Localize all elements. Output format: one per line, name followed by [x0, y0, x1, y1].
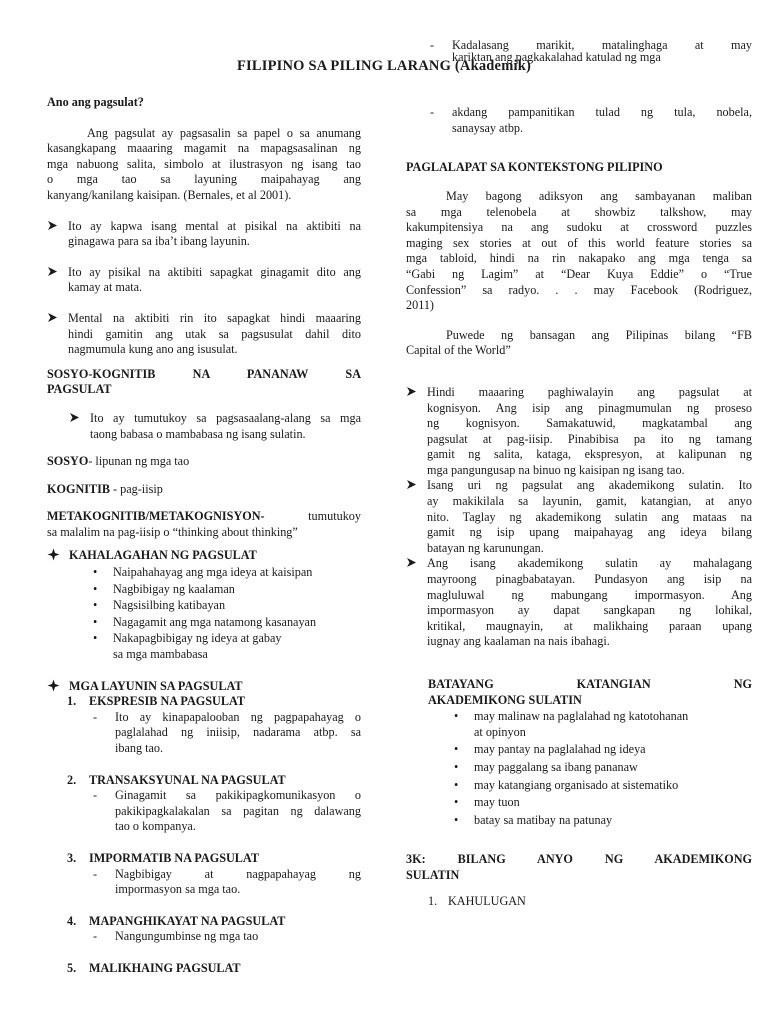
item-number: 1.: [67, 694, 77, 709]
text-line: sa mga telenobela at showbiz talkshow, may: [406, 204, 752, 219]
arrow-bullet-icon: [47, 311, 61, 327]
text-line: Nagagamit ang mga natamong kasanayan: [113, 614, 317, 629]
text-line: nito. Taglay ng akademikong sulatin ang mataas na: [427, 509, 752, 524]
bullet-dot-icon: •: [454, 795, 459, 810]
text-line: tao o kompanya.: [115, 819, 196, 834]
text-line: Kadalasang marikit, matalinghaga at may: [452, 38, 752, 52]
text-line: batayan ng karunungan.: [427, 540, 544, 555]
text-line: May bagong adiksyon ang sambayanan maliban: [446, 188, 752, 203]
term-label: METAKOGNITIB/METAKOGNISYON-: [47, 509, 265, 524]
text-line: nagmumula kung ano ang isusulat.: [68, 342, 238, 357]
term-kognitib: [47, 482, 361, 498]
item-number: 4.: [67, 913, 77, 928]
text-line: kanyang/kanilang kaisipan. (Bernales, et al 2001).: [47, 187, 292, 202]
bullet-dot-icon: •: [454, 709, 459, 724]
term-definition: tumutukoy: [308, 509, 361, 524]
title-text: MALIKHAING PAGSULAT: [89, 960, 241, 975]
text-line: ibang tao.: [115, 741, 164, 755]
title-text: IMPORMATIB NA PAGSULAT: [89, 850, 259, 865]
text-line: BATAYANG KATANGIAN NG: [428, 677, 752, 691]
text-line: Nangungumbinse ng mga tao: [115, 929, 259, 944]
text-line: mayroong pinagbabatayan. Pundasyon ang isip na: [427, 572, 752, 587]
term-sosyo: [47, 454, 361, 470]
item-number: 3.: [67, 850, 77, 865]
text-line: paglalahad ng iniisip, nadarama atbp. sa: [115, 725, 361, 740]
term-metakognitib: [47, 509, 361, 540]
arrow-bullet-icon: [406, 556, 420, 572]
list-item: [450, 795, 752, 811]
right-column: [406, 38, 752, 909]
heading-ano-ang-pagsulat: Ano ang pagsulat?: [47, 95, 144, 109]
layunin-title: [67, 694, 361, 710]
title-text: TRANSAKSYUNAL NA PAGSULAT: [89, 772, 286, 787]
text-line: kakumpitensiya na ang sudoku at crossword puzzles: [406, 220, 752, 235]
section-heading-layunin: [47, 679, 361, 695]
text-line: Nakapagbibigay ng ideya at gabay: [113, 631, 282, 646]
text-line: magluluwal ng mabungang impormasyon. Ang: [427, 587, 752, 602]
arrow-bullet-icon: [406, 385, 420, 401]
text-line: gamit ng isip upang maipahayag ang ideya bilang: [427, 525, 752, 540]
list-item: [450, 813, 752, 829]
text-line: Ito ay tumutukoy sa pagsasaalang-alang sa mga: [90, 410, 361, 425]
dash-marker: -: [430, 105, 435, 120]
layunin-list: [67, 694, 361, 976]
heading-text: MGA LAYUNIN SA PAGSULAT: [69, 678, 243, 693]
list-item: [89, 631, 361, 662]
paglalapat-paragraph-2: [406, 328, 752, 359]
text-line: mga tabloid, hindi na rin nakapako ang mga tenga sa: [406, 251, 752, 266]
heading-text: KAHALAGAHAN NG PAGSULAT: [69, 548, 257, 563]
text-line: ay makikilala sa layunin, gamit, katangian, at anyo: [427, 494, 752, 509]
text-line: at opinyon: [474, 724, 526, 739]
text-line: Naipahahayag ang mga ideya at kaisipan: [113, 565, 313, 580]
arrow-bullet-icon: [406, 478, 420, 494]
list-item: [89, 598, 361, 614]
list-item: [89, 788, 361, 835]
text-line: mga nabuong salita, simbolo at ilustrasyon ng isang tao: [47, 156, 361, 171]
list-item: [47, 311, 361, 358]
text-line: sanaysay atbp.: [452, 120, 524, 135]
bullet-dot-icon: •: [93, 581, 98, 596]
text-line: Hindi maaaring paghiwalayin ang pagsulat at: [427, 384, 752, 399]
list-item: [47, 219, 361, 250]
text-line: mga pangungusap na binuo ng kaisipan ng isang tao.: [427, 462, 685, 477]
text-line: pakikipagkalakalan sa pagitan ng dalawang: [115, 803, 361, 818]
text-line: kognisyon. Ang isip ang pinagmumulan ng proseso: [427, 400, 752, 415]
list-item: [426, 38, 752, 65]
layunin-item: [67, 914, 361, 945]
batayang-list: [450, 709, 752, 828]
bullet-dot-icon: •: [93, 598, 98, 613]
text-line: akdang pampanitikan tulad ng tula, nobela,: [452, 105, 752, 120]
section-heading-sosyo-kognitib: [47, 367, 361, 398]
text-line: Ginagamit sa pakikipagkomunikasyon o: [115, 788, 361, 803]
text-line: maging sex stories at out of this world feature stories sa: [406, 235, 752, 250]
item-label: KAHULUGAN: [448, 893, 526, 908]
text-line: pagsulat at pag-iisip. Pinabibisa pa ito ng tamang: [427, 431, 752, 446]
kahalagahan-list: [89, 565, 361, 663]
term-definition: - pag-iisip: [110, 481, 163, 496]
section-heading-batayang-katangian: [428, 677, 752, 708]
bullet-dot-icon: •: [454, 777, 459, 792]
list-item: [450, 742, 752, 758]
section-heading-3k: [406, 852, 752, 883]
text-line: Ito ay kapwa isang mental at pisikal na aktibiti na: [68, 218, 361, 233]
text-line: Puwede ng bansagan ang Pilipinas bilang “FB: [446, 327, 752, 342]
list-item: [89, 565, 361, 581]
text-line: Ito ay pisikal na aktibiti sapagkat ginagamit dito ang: [68, 264, 361, 279]
section-heading-kahalagahan: [47, 548, 361, 564]
term-label: SOSYO: [47, 454, 89, 469]
arrow-bullet-icon: [47, 265, 61, 281]
text-line: sa mga mambabasa: [113, 647, 208, 662]
term-label: KOGNITIB: [47, 481, 110, 496]
list-item: [89, 615, 361, 631]
paglalapat-paragraph: [406, 189, 752, 314]
text-line: kasangkapang maaaring magamit na mapagsasalinan ng: [47, 141, 361, 156]
arrow-bullet-icon: [47, 219, 61, 235]
text-line: may malinaw na paglalahad ng katotohanan: [474, 709, 689, 724]
text-line: Ang pagsulat ay pagsasalin sa papel o sa anumang: [87, 125, 361, 140]
bullet-dot-icon: •: [93, 631, 98, 646]
list-item: [89, 867, 361, 898]
list-item: [47, 265, 361, 296]
text-line: Isang uri ng pagsulat ang akademikong sulatin. Ito: [427, 478, 752, 493]
layunin-title: [67, 961, 361, 977]
bullet-dot-icon: •: [93, 565, 98, 580]
intro-paragraph: [47, 126, 361, 204]
text-line: SULATIN: [406, 867, 460, 882]
text-line: impormasyon ay dapat sangkapan ng lohikal,: [427, 603, 752, 618]
text-line: kamay at mata.: [68, 280, 143, 295]
list-item: [428, 894, 752, 910]
dash-marker: -: [93, 709, 98, 724]
text-line: 3K: BILANG ANYO NG AKADEMIKONG: [406, 852, 752, 867]
text-line: “Gabi ng Lagim” at “Dear Kuya Eddie” o “True: [406, 266, 752, 281]
layunin-title: [67, 851, 361, 867]
diamond-bullet-icon: [47, 679, 60, 696]
section-heading-paglalapat: PAGLALAPAT SA KONTEKSTONG PILIPINO: [406, 160, 663, 175]
text-line: Ang isang akademikong sulatin ay mahalagang: [427, 556, 752, 571]
bullet-dot-icon: •: [454, 759, 459, 774]
arrow-bullet-icon: [69, 411, 83, 427]
diamond-bullet-icon: [47, 548, 60, 565]
list-item: [406, 385, 752, 479]
layunin-title: [67, 914, 361, 930]
item-number: 5.: [67, 960, 77, 975]
item-number: 2.: [67, 772, 77, 787]
text-line: Nagbibigay ng kaalaman: [113, 581, 235, 596]
text-line: batay sa matibay na patunay: [474, 812, 613, 827]
text-line: gamit ng salita, kataga, ekspresyon, at kalipunan ng: [427, 447, 752, 462]
bullet-dot-icon: •: [454, 742, 459, 757]
dash-marker: -: [93, 788, 98, 803]
list-item: [89, 929, 361, 945]
text-line: kritikal, maugnayin, at malikhaing paraan upang: [427, 618, 752, 633]
layunin-item: [67, 773, 361, 835]
list-item: [406, 556, 752, 650]
text-line: Capital of the World”: [406, 343, 511, 358]
layunin-title: [67, 773, 361, 789]
dash-marker: -: [93, 866, 98, 881]
text-line: AKADEMIKONG SULATIN: [428, 692, 582, 707]
dash-marker: -: [93, 929, 98, 944]
list-item: [426, 105, 752, 136]
text-line: may paggalang sa ibang pananaw: [474, 759, 638, 774]
bullet-dot-icon: •: [454, 812, 459, 827]
text-line: taong babasa o mambabasa ng isang sulatin.: [90, 426, 306, 441]
text-line: 2011): [406, 298, 434, 313]
layunin-item: [67, 961, 361, 977]
text-line: iugnay ang kaalaman na nais ibahagi.: [427, 634, 610, 649]
text-line: may pantay na paglalahad ng ideya: [474, 742, 646, 757]
text-line: Ito ay kinapapalooban ng pagpapahayag o: [115, 709, 361, 724]
text-line: Nagsisilbing katibayan: [113, 598, 226, 613]
left-column: [47, 88, 361, 977]
text-line: may katangiang organisado at sistematiko: [474, 777, 679, 792]
text-line: SOSYO-KOGNITIB NA PANANAW SA: [47, 366, 361, 381]
text-line: kariktan ang pagkakalahad katulad ng mga: [452, 49, 661, 64]
layunin-item: [67, 694, 361, 756]
text-line: ng kognisyon. Samakatuwid, magkatambal ang: [427, 416, 752, 431]
text-line: may tuon: [474, 795, 520, 810]
list-item: [69, 411, 361, 442]
list-item: [450, 709, 752, 740]
page-title: FILIPINO SA PILING LARANG (Akademik): [236, 58, 531, 74]
item-number: 1.: [428, 893, 438, 908]
list-item: [89, 582, 361, 598]
list-item: [450, 760, 752, 776]
list-item: [450, 778, 752, 794]
layunin-item: [67, 851, 361, 898]
bullet-dot-icon: •: [93, 614, 98, 629]
list-item: [406, 478, 752, 556]
text-line: Confession” sa radyo. . . may Facebook (Rodriguez,: [406, 282, 752, 297]
text-line: PAGSULAT: [47, 382, 112, 397]
text-line: ginagawa para sa iba’t ibang layunin.: [68, 234, 250, 249]
title-text: EKSPRESIB NA PAGSULAT: [89, 694, 245, 709]
text-line: impormasyon sa mga tao.: [115, 882, 241, 897]
title-text: MAPANGHIKAYAT NA PAGSULAT: [89, 913, 286, 928]
text-line: hindi gamitin ang utak sa pagsusulat dahil dito: [68, 326, 361, 341]
text-line: Mental na aktibiti rin ito sapagkat hindi maaaring: [68, 310, 361, 325]
list-item: [89, 710, 361, 757]
text-line: o mga tao sa layuning maipahayag ang: [47, 172, 361, 187]
dash-marker: -: [430, 38, 435, 52]
text-line: sa malalim na pag-iisip o “thinking about thinking”: [47, 524, 298, 539]
text-line: Nagbibigay at nagpapahayag ng: [115, 866, 361, 881]
term-definition: - lipunan ng mga tao: [88, 454, 190, 469]
